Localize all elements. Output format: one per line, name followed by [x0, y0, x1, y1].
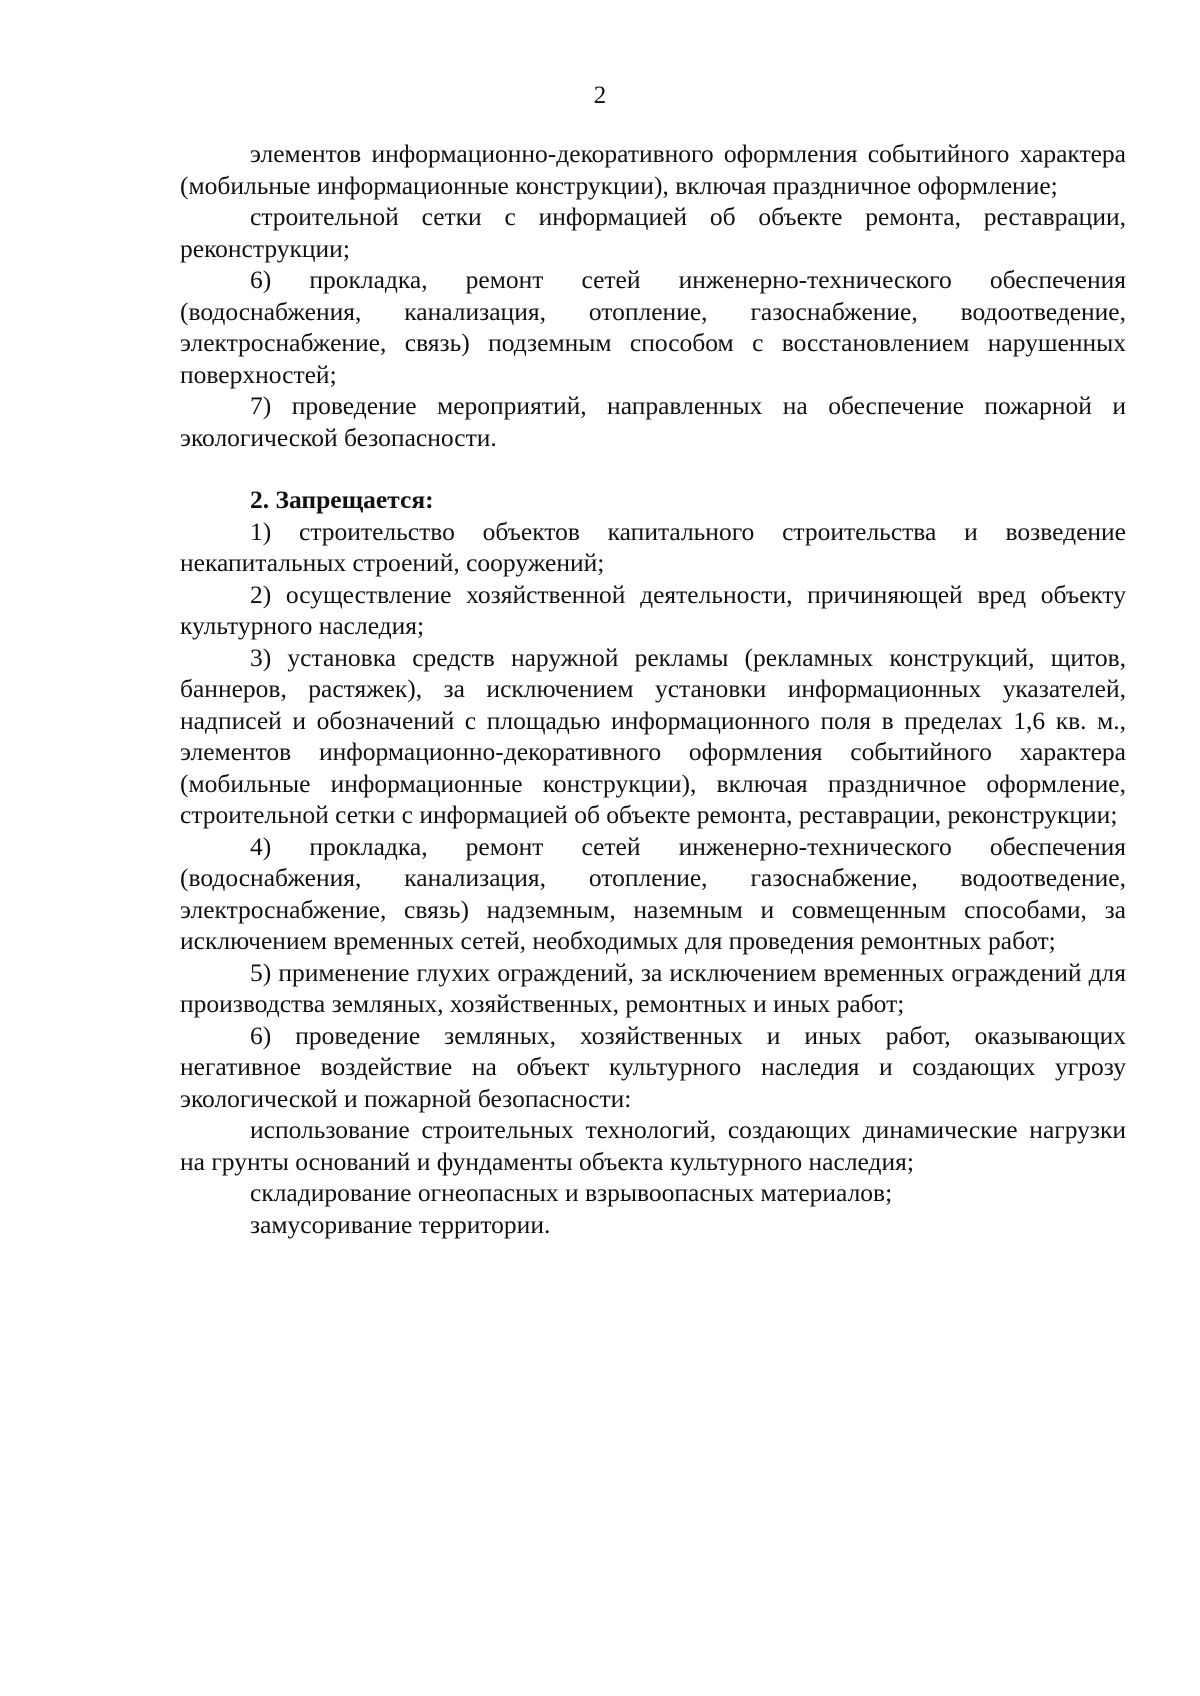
paragraph-prohibited-2: 2) осуществление хозяйственной деятельности, причиняющей вред объекту культурного наследия; [180, 579, 1126, 640]
paragraph-prohibited-6-littering: замусоривание территории. [250, 1209, 551, 1239]
paragraph-prohibited-1: 1) строительство объектов капитального строительства и возведение некапитальных строений, сооружений; [180, 516, 1126, 577]
paragraph-item-6-underground-networks: 6) прокладка, ремонт сетей инженерно-технического обеспечения (водоснабжения, канализация, отопление, газоснабжение, водоотведение, электроснабжение, связь) подземным способом с восстановлением нарушенных поверхностей; [180, 265, 1126, 389]
page-number: 2 [593, 82, 607, 109]
paragraph-prohibited-4: 4) прокладка, ремонт сетей инженерно-технического обеспечения (водоснабжения, канализация, отопление, газоснабжение, водоотведение, электроснабжение, связь) надземным, наземным и совмещенным способами, за исключением временных сетей, необходимых для проведения ремонтных работ; [180, 831, 1126, 955]
paragraph-decorative-elements: элементов информационно-декоративного оформления событийного характера (мобильные информационные конструкции), включая праздничное оформление; [180, 139, 1126, 200]
paragraph-prohibited-6-storage: складирование огнеопасных и взрывоопасных материалов; [250, 1178, 893, 1207]
paragraph-prohibited-6: 6) проведение земляных, хозяйственных и иных работ, оказывающих негативное воздействие на объект культурного наследия и создающих угрозу экологической и пожарной безопасности: [180, 1020, 1126, 1113]
document-body [180, 138, 1126, 1240]
paragraph-prohibited-5: 5) применение глухих ограждений, за исключением временных ограждений для производства земляных, хозяйственных, ремонтных и иных работ; [180, 957, 1126, 1018]
paragraph-item-7-safety-measures: 7) проведение мероприятий, направленных на обеспечение пожарной и экологической безопасности. [180, 391, 1126, 452]
section-heading-prohibited: 2. Запрещается: [250, 485, 434, 514]
paragraph-prohibited-3: 3) установка средств наружной рекламы (рекламных конструкций, щитов, баннеров, растяжек), за исключением установки информационных указателей, надписей и обозначений с площадью информационного поля в пределах 1,6 кв. м., элементов информационно-декоративного оформления событийного характера (мобильные информационные конструкции), включая праздничное оформление, строительной сетки с информацией об объекте ремонта, реставрации, реконструкции; [180, 642, 1126, 829]
paragraph-construction-net: строительной сетки с информацией об объекте ремонта, реставрации, реконструкции; [180, 202, 1126, 263]
paragraph-prohibited-6-dynamic-loads: использование строительных технологий, создающих динамические нагрузки на грунты оснований и фундаменты объекта культурного наследия; [180, 1115, 1126, 1176]
